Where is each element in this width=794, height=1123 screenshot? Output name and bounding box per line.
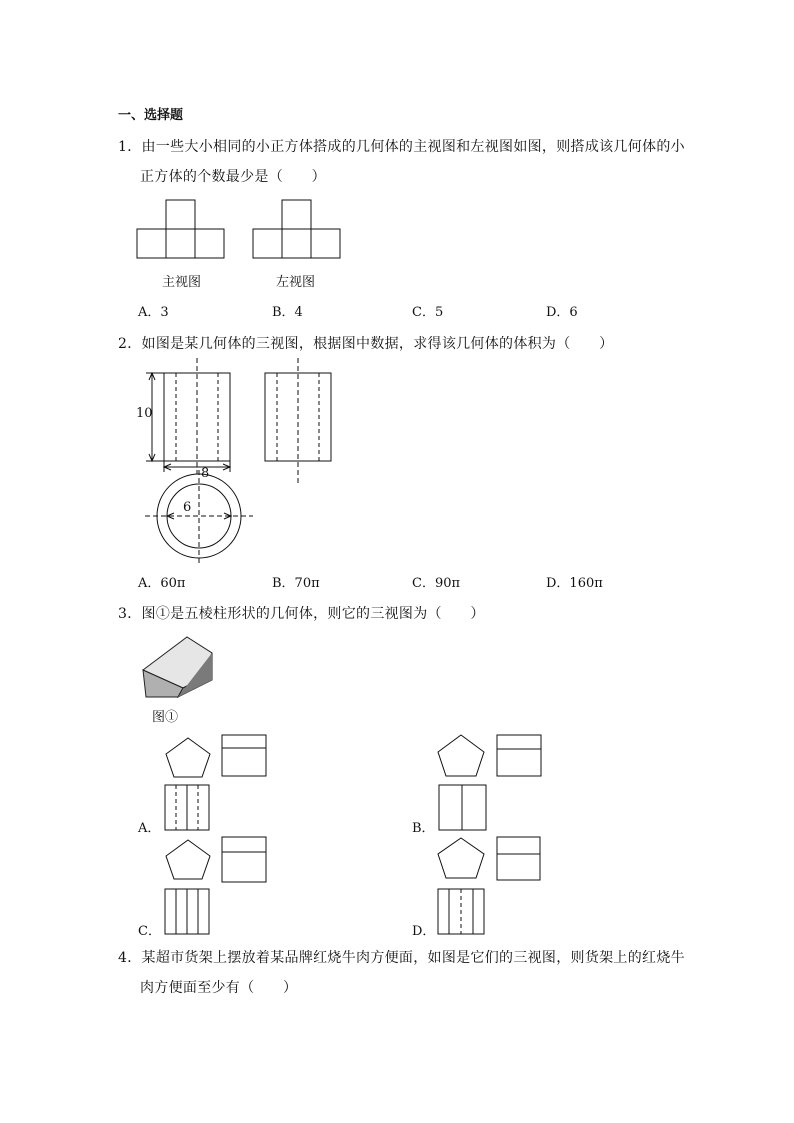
question-number: 4． bbox=[118, 950, 142, 966]
q3-option-d-views bbox=[438, 837, 540, 934]
question-number: 3． bbox=[118, 606, 142, 622]
q1-option-a[interactable]: A．3 bbox=[138, 305, 169, 320]
q1-option-b[interactable]: B．4 bbox=[272, 305, 303, 320]
question-4 bbox=[118, 947, 685, 967]
q3-prism-figure bbox=[143, 637, 212, 697]
q2-option-c[interactable]: C．90π bbox=[412, 576, 461, 591]
q3-option-b-views bbox=[438, 735, 541, 830]
question-number: 1． bbox=[118, 139, 142, 155]
q3-figure-caption: 图① bbox=[152, 710, 179, 725]
q2-option-b[interactable]: B．70π bbox=[272, 576, 320, 591]
q3-option-b[interactable]: B． bbox=[412, 821, 435, 836]
question-text-line1: 如图是某几何体的三视图，根据图中数据，求得该几何体的体积为（ ） bbox=[141, 336, 614, 352]
q3-option-d[interactable]: D． bbox=[412, 924, 436, 939]
question-text-line1: 某超市货架上摆放着某品牌红烧牛肉方便面，如图是它们的三视图，则货架上的红烧牛 bbox=[141, 950, 685, 966]
question-4-text-line2: 肉方便面至少有（ ） bbox=[140, 980, 298, 996]
q3-option-c[interactable]: C． bbox=[138, 924, 161, 939]
q2-option-d[interactable]: D．160π bbox=[546, 576, 603, 591]
question-text-line1: 图①是五棱柱形状的几何体，则它的三视图为（ ） bbox=[141, 606, 485, 622]
q2-option-a[interactable]: A．60π bbox=[138, 576, 186, 591]
q3-option-a-views bbox=[165, 735, 266, 830]
question-1-text-line2: 正方体的个数最少是（ ） bbox=[140, 169, 326, 185]
q1-option-d[interactable]: D．6 bbox=[546, 305, 578, 320]
question-text-line1: 由一些大小相同的小正方体搭成的几何体的主视图和左视图如图，则搭成该几何体的小 bbox=[141, 139, 685, 155]
q1-option-c[interactable]: C．5 bbox=[412, 305, 444, 320]
q2-label-height: 10 bbox=[136, 406, 153, 421]
q2-label-inner-diameter: 6 bbox=[183, 500, 192, 515]
q3-option-c-views bbox=[165, 837, 266, 934]
q2-label-width: 8 bbox=[201, 466, 210, 481]
section-title: 一、选择题 bbox=[118, 108, 184, 123]
question-number: 2． bbox=[118, 336, 142, 352]
q3-option-a[interactable]: A． bbox=[138, 821, 161, 836]
q1-caption-left-view: 左视图 bbox=[276, 275, 316, 290]
q1-caption-main-view: 主视图 bbox=[162, 275, 202, 290]
